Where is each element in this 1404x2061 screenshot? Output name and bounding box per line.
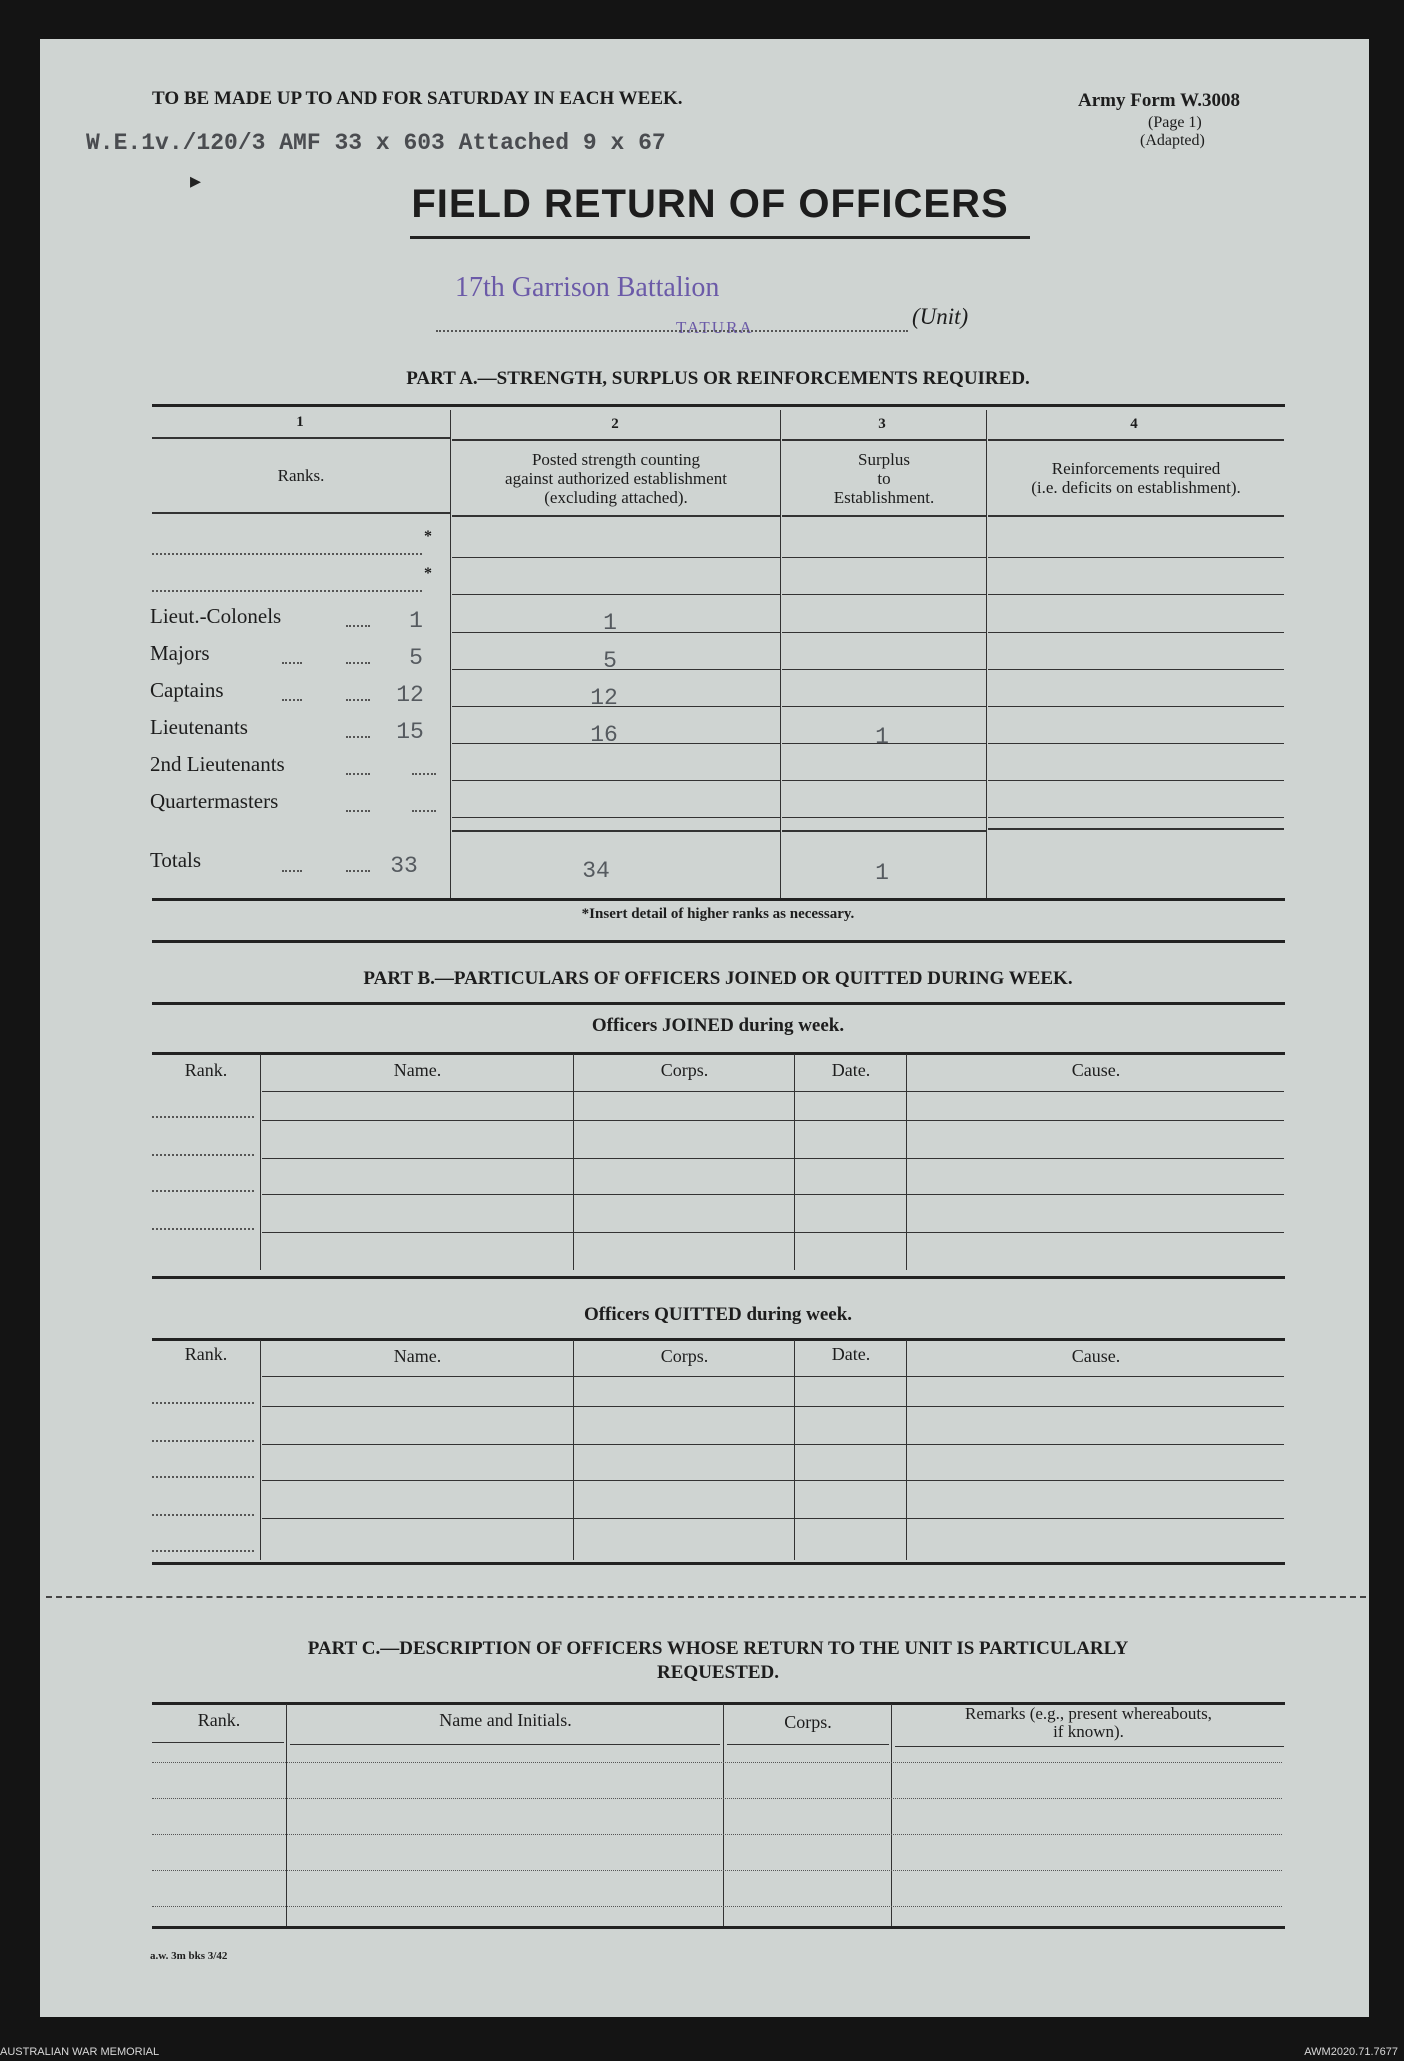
joined-rank-line <box>152 1154 254 1156</box>
posted-lieut-colonels: 1 <box>603 610 617 636</box>
part-c-header-rule <box>290 1744 720 1745</box>
part-b-title: PART B.—PARTICULARS OF OFFICERS JOINED OR QUITTED DURING WEEK. <box>363 968 1073 989</box>
totals-label: Totals <box>150 848 202 872</box>
part-a-divider-2 <box>780 410 781 898</box>
adapted-label: (Adapted) <box>1140 132 1205 149</box>
part-c-divider-1 <box>286 1704 287 1928</box>
posted-row-rule <box>452 706 780 707</box>
quitted-rank-line <box>152 1550 254 1552</box>
surplus-lieutenants: 1 <box>875 724 889 750</box>
form-number: Army Form W.3008 <box>1078 90 1241 111</box>
page-number: (Page 1) <box>1148 114 1202 131</box>
part-a-title: PART A.—STRENGTH, SURPLUS OR REINFORCEMENTS REQUIRED. <box>406 368 1030 389</box>
pen-mark: ▸ <box>190 168 202 193</box>
part-a-top-rule <box>152 404 1285 407</box>
surplus-blank-rule-2 <box>782 594 986 595</box>
reinf-number-rule <box>988 439 1284 441</box>
surplus-header-rule <box>782 515 986 517</box>
archive-id: AWM2020.71.7677 <box>1304 2046 1398 2058</box>
reinf-header-line-2: (i.e. deficits on establishment). <box>1031 478 1241 497</box>
posted-header-line-2: against authorized establishment <box>505 469 727 488</box>
part-c-col-remarks-line-2: if known). <box>1053 1722 1124 1741</box>
reinf-totals-rule <box>988 828 1284 830</box>
part-c-row-line <box>152 1762 1282 1763</box>
posted-row-rule <box>452 632 780 633</box>
joined-bottom-rule <box>152 1276 1285 1279</box>
quitted-col-rank: Rank. <box>184 1344 228 1364</box>
joined-header-rule <box>262 1091 1284 1092</box>
joined-top-rule <box>152 1052 1285 1055</box>
posted-blank-rule-1 <box>452 557 780 558</box>
part-c-col-corps: Corps. <box>784 1712 832 1732</box>
rank-leader <box>346 699 370 701</box>
part-c-divider-3 <box>891 1704 892 1928</box>
reinf-row-rule <box>988 706 1284 707</box>
joined-divider-1 <box>260 1054 261 1270</box>
quitted-top-rule <box>152 1338 1285 1341</box>
unit-stamp-location: TATURA <box>676 318 754 337</box>
part-c-row-line <box>152 1798 1282 1799</box>
reinf-row-rule <box>988 743 1284 744</box>
ranks-header: Ranks. <box>277 466 325 485</box>
joined-col-cause: Cause. <box>1071 1060 1121 1080</box>
part-c-row-line <box>152 1834 1282 1835</box>
joined-row-rule <box>262 1158 1284 1159</box>
posted-row-rule <box>452 743 780 744</box>
posted-header-line-1: Posted strength counting <box>531 450 701 469</box>
unit-stamp: 17th Garrison Battalion <box>455 272 720 303</box>
posted-captains: 12 <box>590 685 618 711</box>
reinf-row-rule <box>988 817 1284 818</box>
part-c-divider-2 <box>723 1704 724 1928</box>
establishment-lieutenants: 15 <box>396 719 424 745</box>
asterisk-2: * <box>424 565 432 582</box>
quitted-rank-line <box>152 1514 254 1516</box>
posted-totals-rule <box>452 830 780 832</box>
rank-leader <box>412 773 436 775</box>
reinf-header-rule <box>988 515 1284 517</box>
surplus-row-rule <box>782 817 986 818</box>
quitted-divider-1 <box>260 1340 261 1560</box>
quitted-row-rule <box>262 1480 1284 1481</box>
joined-row-rule <box>262 1194 1284 1195</box>
rank-leader <box>346 810 370 812</box>
quitted-bottom-rule <box>152 1562 1285 1565</box>
unit-line <box>436 330 908 332</box>
reinf-blank-rule-2 <box>988 594 1284 595</box>
ranks-number-rule <box>152 437 450 439</box>
higher-rank-line-1 <box>152 553 422 555</box>
joined-divider-2 <box>573 1054 574 1270</box>
establishment-lieut-colonels: 1 <box>409 608 423 634</box>
ranks-header-rule <box>152 512 450 514</box>
joined-divider-3 <box>794 1054 795 1270</box>
surplus-blank-rule-1 <box>782 557 986 558</box>
quitted-col-name: Name. <box>393 1346 442 1366</box>
part-a-end-rule <box>152 940 1285 943</box>
surplus-header-line-2: to <box>877 469 891 488</box>
reinf-row-rule <box>988 780 1284 781</box>
typed-reference: W.E.1v./120/3 AMF 33 x 603 Attached 9 x 67 <box>86 130 666 156</box>
posted-header-rule <box>452 515 780 517</box>
surplus-header-line-1: Surplus <box>858 450 910 469</box>
joined-row-rule <box>262 1120 1284 1121</box>
posted-number-rule <box>452 439 780 441</box>
part-a-divider-3 <box>986 410 987 898</box>
part-c-title-line-1: PART C.—DESCRIPTION OF OFFICERS WHOSE RETURN TO THE UNIT IS PARTICULARLY <box>307 1638 1129 1659</box>
unit-label: (Unit) <box>912 304 969 329</box>
joined-row-rule <box>262 1232 1284 1233</box>
quitted-divider-4 <box>906 1340 907 1560</box>
rank-leader <box>346 736 370 738</box>
part-c-header-rule <box>895 1746 1284 1747</box>
establishment-total: 33 <box>390 853 418 879</box>
col-number-4: 4 <box>1130 416 1138 432</box>
part-c-header-rule <box>727 1744 889 1745</box>
col-number-1: 1 <box>296 414 304 430</box>
rank-leader <box>282 662 302 664</box>
rank-label-quartermasters: Quartermasters <box>150 789 279 813</box>
joined-rank-line <box>152 1228 254 1230</box>
rank-leader <box>412 810 436 812</box>
surplus-row-rule <box>782 780 986 781</box>
part-a-divider-1 <box>450 410 451 898</box>
reinf-row-rule <box>988 632 1284 633</box>
posted-header-line-3: (excluding attached). <box>544 488 688 507</box>
joined-divider-4 <box>906 1054 907 1270</box>
part-c-title-line-2: REQUESTED. <box>657 1662 779 1683</box>
part-c-col-rank: Rank. <box>197 1710 241 1730</box>
quitted-rank-line <box>152 1476 254 1478</box>
quitted-title: Officers QUITTED during week. <box>583 1304 853 1325</box>
rank-label-majors: Majors <box>150 641 210 665</box>
joined-col-date: Date. <box>831 1060 871 1080</box>
posted-row-rule <box>452 669 780 670</box>
surplus-number-rule <box>782 439 986 441</box>
col-number-2: 2 <box>611 416 619 432</box>
reinf-header-line-1: Reinforcements required <box>1051 459 1221 478</box>
surplus-row-rule <box>782 743 986 744</box>
joined-title: Officers JOINED during week. <box>591 1015 845 1036</box>
rank-label-lieut-colonels: Lieut.-Colonels <box>150 604 282 628</box>
rank-leader <box>346 625 370 627</box>
joined-col-rank: Rank. <box>184 1060 228 1080</box>
part-c-col-name: Name and Initials. <box>439 1710 572 1730</box>
quitted-row-rule <box>262 1518 1284 1519</box>
archive-credit: AUSTRALIAN WAR MEMORIAL <box>0 2046 160 2058</box>
rank-leader <box>346 773 370 775</box>
part-b-top-rule <box>152 1002 1285 1005</box>
joined-col-name: Name. <box>393 1060 442 1080</box>
higher-rank-line-2 <box>152 590 422 592</box>
tear-line <box>46 1596 1366 1598</box>
part-c-row-line <box>152 1906 1282 1907</box>
posted-total: 34 <box>582 858 610 884</box>
posted-row-rule <box>452 780 780 781</box>
part-c-bottom-rule <box>152 1926 1285 1929</box>
reinf-row-rule <box>988 669 1284 670</box>
quitted-rank-line <box>152 1402 254 1404</box>
surplus-total: 1 <box>875 860 889 886</box>
posted-majors: 5 <box>603 648 617 674</box>
quitted-col-date: Date. <box>831 1344 871 1364</box>
establishment-majors: 5 <box>409 645 423 671</box>
totals-leader <box>346 870 370 872</box>
joined-rank-line <box>152 1116 254 1118</box>
reinf-blank-rule-1 <box>988 557 1284 558</box>
surplus-row-rule <box>782 632 986 633</box>
part-a-bottom-rule <box>152 898 1285 901</box>
posted-blank-rule-2 <box>452 594 780 595</box>
quitted-col-corps: Corps. <box>660 1346 709 1366</box>
quitted-col-cause: Cause. <box>1071 1346 1121 1366</box>
posted-lieutenants: 16 <box>590 722 618 748</box>
quitted-row-rule <box>262 1444 1284 1445</box>
rank-label-lieutenants: Lieutenants <box>150 715 248 739</box>
quitted-divider-3 <box>794 1340 795 1560</box>
joined-rank-line <box>152 1190 254 1192</box>
part-c-row-line <box>152 1870 1282 1871</box>
quitted-rank-line <box>152 1440 254 1442</box>
surplus-header-line-3: Establishment. <box>833 488 935 507</box>
rank-label-captains: Captains <box>150 678 224 702</box>
quitted-row-rule <box>262 1406 1284 1407</box>
asterisk-1: * <box>424 528 432 545</box>
part-a-note: *Insert detail of higher ranks as necessary. <box>581 906 855 922</box>
part-c-header-rule <box>152 1742 284 1743</box>
rank-leader <box>282 699 302 701</box>
part-c-col-remarks-line-1: Remarks (e.g., present whereabouts, <box>965 1704 1212 1723</box>
surplus-totals-rule <box>782 830 986 832</box>
rank-leader <box>346 662 370 664</box>
quitted-header-rule <box>262 1376 1284 1377</box>
page-title: FIELD RETURN OF OFFICERS <box>411 182 1009 226</box>
surplus-row-rule <box>782 669 986 670</box>
rank-label-2nd-lieutenants: 2nd Lieutenants <box>150 752 285 776</box>
quitted-divider-2 <box>573 1340 574 1560</box>
joined-col-corps: Corps. <box>660 1060 709 1080</box>
posted-row-rule <box>452 817 780 818</box>
totals-leader <box>282 870 302 872</box>
col-number-3: 3 <box>878 416 886 432</box>
print-code: a.w. 3m bks 3/42 <box>150 1950 228 1962</box>
surplus-row-rule <box>782 706 986 707</box>
establishment-captains: 12 <box>396 682 424 708</box>
instruction-text: TO BE MADE UP TO AND FOR SATURDAY IN EACH WEEK. <box>152 88 683 109</box>
title-underline <box>410 236 1030 239</box>
